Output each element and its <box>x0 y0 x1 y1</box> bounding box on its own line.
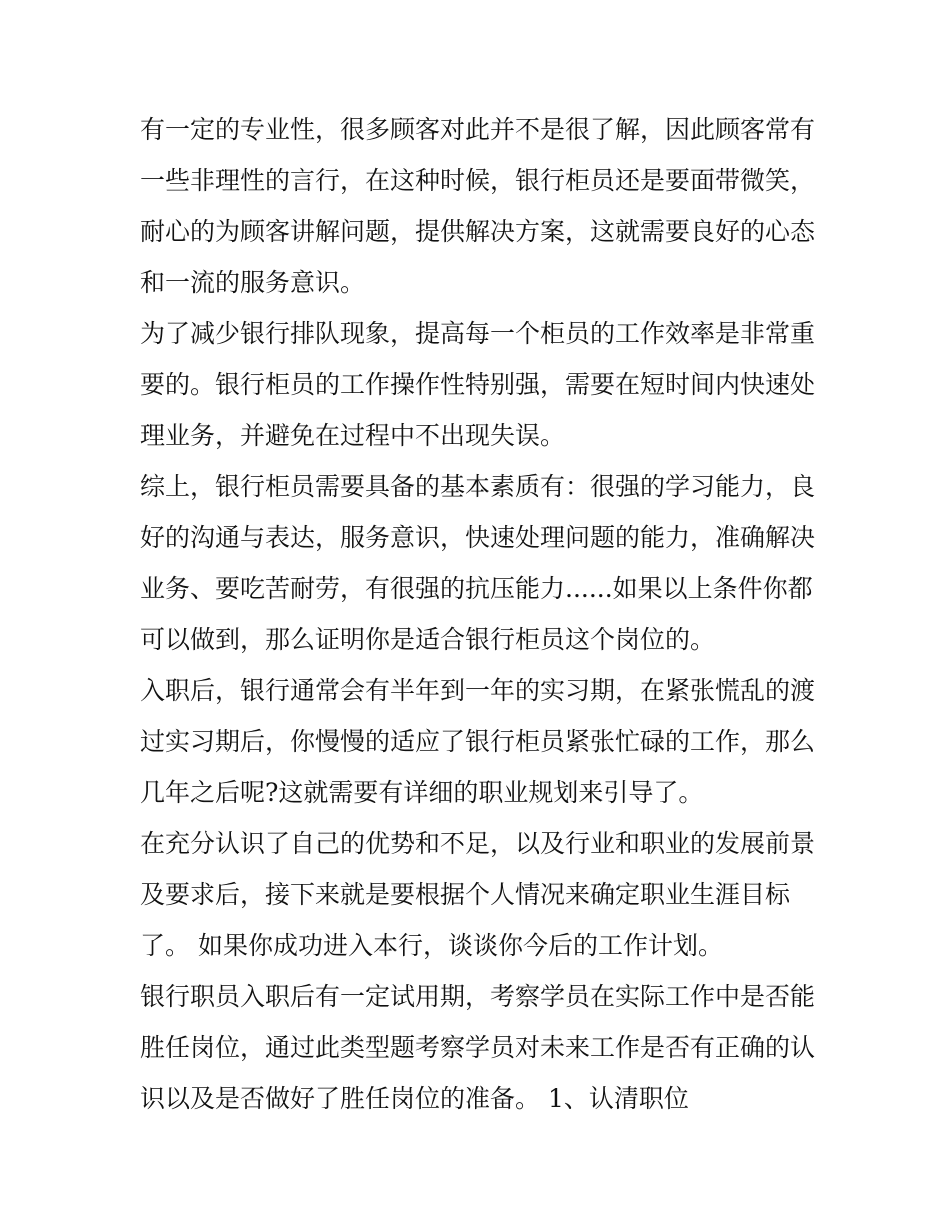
text-line: 耐心的为顾客讲解问题，提供解决方案，这就需要良好的心态 <box>140 217 816 246</box>
document-body <box>140 104 820 1124</box>
text-line: 识以及是否做好了胜任岗位的准备。 1、认清职位 <box>140 1084 689 1113</box>
text-line: 了。 如果你成功进入本行，谈谈你今后的工作计划。 <box>140 931 723 960</box>
text-line: 好的沟通与表达，服务意识，快速处理问题的能力，准确解决 <box>140 523 816 552</box>
text-line: 理业务，并避免在过程中不出现失误。 <box>140 421 566 450</box>
paragraph-1 <box>140 104 820 308</box>
text-line: 可以做到，那么证明你是适合银行柜员这个岗位的。 <box>140 625 716 654</box>
paragraph-4 <box>140 665 820 818</box>
text-line: 有一定的专业性，很多顾客对此并不是很了解，因此顾客常有 <box>140 115 816 144</box>
text-line: 过实习期后，你慢慢的适应了银行柜员紧张忙碌的工作，那么 <box>140 727 816 756</box>
text-line: 业务、要吃苦耐劳，有很强的抗压能力......如果以上条件你都 <box>140 574 813 603</box>
text-line: 胜任岗位，通过此类型题考察学员对未来工作是否有正确的认 <box>140 1033 816 1062</box>
paragraph-5 <box>140 818 820 971</box>
text-line: 几年之后呢?这就需要有详细的职业规划来引导了。 <box>140 778 704 807</box>
paragraph-2 <box>140 308 820 461</box>
text-line: 和一流的服务意识。 <box>140 268 366 297</box>
text-line: 及要求后，接下来就是要根据个人情况来确定职业生涯目标 <box>140 880 791 909</box>
paragraph-3 <box>140 461 820 665</box>
text-line: 为了减少银行排队现象，提高每一个柜员的工作效率是非常重 <box>140 319 816 348</box>
text-line: 银行职员入职后有一定试用期，考察学员在实际工作中是否能 <box>140 982 816 1011</box>
paragraph-6 <box>140 971 820 1124</box>
text-line: 在充分认识了自己的优势和不足，以及行业和职业的发展前景 <box>140 829 816 858</box>
text-line: 综上，银行柜员需要具备的基本素质有：很强的学习能力，良 <box>140 472 816 501</box>
text-line: 入职后，银行通常会有半年到一年的实习期，在紧张慌乱的渡 <box>140 676 816 705</box>
text-line: 要的。银行柜员的工作操作性特别强，需要在短时间内快速处 <box>140 370 816 399</box>
text-line: 一些非理性的言行，在这种时候，银行柜员还是要面带微笑， <box>140 166 816 195</box>
